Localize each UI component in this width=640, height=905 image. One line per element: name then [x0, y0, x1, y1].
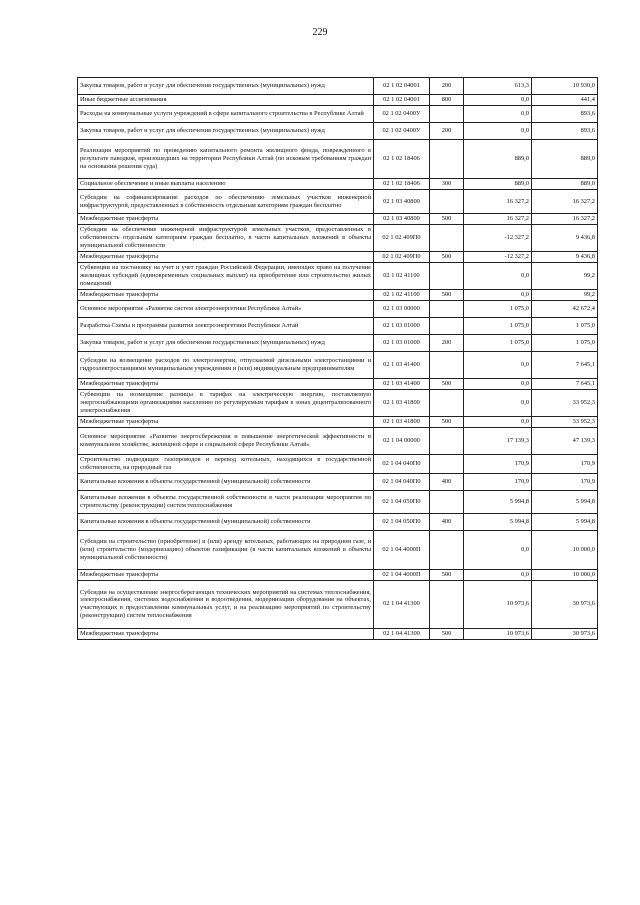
row-expense-type [430, 352, 464, 379]
table-row [78, 140, 598, 179]
row-expense-type [430, 580, 464, 628]
row-code: 02 1 03 40800 [374, 190, 430, 214]
table-row [78, 290, 598, 301]
row-expense-type [430, 263, 464, 290]
row-amount-total: 5 994,8 [532, 513, 598, 530]
row-expense-type: 500 [430, 252, 464, 263]
row-amount-total: 441,4 [532, 95, 598, 106]
row-expense-type [430, 190, 464, 214]
row-name: Субвенции на возмещение разницы в тарифах на электрическую энергию, поставляемую энергоснабжающими организациями населению по регулируемым тарифам в зонах децентрализованного электроснабжения [78, 390, 374, 417]
row-code: 02 1 02 18406 [374, 179, 430, 190]
row-amount-change: 0,0 [464, 390, 532, 417]
row-name: Расходы на коммунальные услуги учреждений в сфере капитального строительства в Республике Алтай [78, 106, 374, 123]
row-name: Закупка товаров, работ и услуг для обеспечения государственных (муниципальных) нужд [78, 335, 374, 352]
row-name: Субсидии на возмещение расходов по электроэнергии, отпускаемой дизельными электростанциями и гидроэлектростанциями муниципальным учреждениям и (или) индивидуальным предпринимателям [78, 352, 374, 379]
row-amount-total: 9 436,8 [532, 252, 598, 263]
row-amount-total: 10 930,0 [532, 78, 598, 95]
row-code: 02 1 02 04001 [374, 78, 430, 95]
row-amount-total: 47 139,3 [532, 428, 598, 455]
row-name: Капитальные вложения в объекты государственной собственности в части реализации мероприятия по строительству (реконструкции) систем теплоснабжения [78, 490, 374, 513]
row-amount-change: 889,0 [464, 179, 532, 190]
row-code: 02 1 04 4000П [374, 569, 430, 580]
row-amount-change: 0,0 [464, 106, 532, 123]
row-expense-type [430, 530, 464, 569]
row-amount-change: 16 327,2 [464, 214, 532, 225]
page-number: 229 [312, 27, 328, 38]
row-amount-change: 17 139,3 [464, 428, 532, 455]
row-amount-total: 170,9 [532, 473, 598, 490]
table-row [78, 417, 598, 428]
row-expense-type [430, 106, 464, 123]
row-amount-total: 99,2 [532, 290, 598, 301]
row-amount-change: -12 327,2 [464, 252, 532, 263]
row-amount-total: 33 952,3 [532, 417, 598, 428]
row-amount-total: 30 973,6 [532, 628, 598, 639]
table-row [78, 569, 598, 580]
table-row [78, 455, 598, 474]
row-name: Межбюджетные трансферты [78, 214, 374, 225]
row-expense-type [430, 490, 464, 513]
row-amount-change: 0,0 [464, 290, 532, 301]
row-code: 02 1 03 00000 [374, 301, 430, 318]
row-amount-change: 889,0 [464, 140, 532, 179]
row-code: 02 1 02 0400У [374, 123, 430, 140]
row-code: 02 1 02 41100 [374, 290, 430, 301]
row-expense-type: 200 [430, 78, 464, 95]
table-row [78, 214, 598, 225]
table-row [78, 252, 598, 263]
row-amount-change: 10 973,6 [464, 580, 532, 628]
table-row [78, 301, 598, 318]
row-name: Межбюджетные трансферты [78, 417, 374, 428]
row-code: 02 1 04 050П0 [374, 490, 430, 513]
row-amount-total: 1 075,0 [532, 318, 598, 335]
row-code: 02 1 03 41400 [374, 379, 430, 390]
row-amount-total: 16 327,2 [532, 214, 598, 225]
row-expense-type [430, 318, 464, 335]
row-code: 02 1 04 41300 [374, 628, 430, 639]
row-code: 02 1 03 41800 [374, 390, 430, 417]
row-name: Субсидии на обеспечение инженерной инфраструктурой земельных участков, предоставленных в собственность отдельным категориям граждан бесплатно, в части капитальных вложений в объекты муниципальной собственности [78, 225, 374, 252]
row-expense-type [430, 428, 464, 455]
row-amount-total: 893,6 [532, 123, 598, 140]
table-row [78, 428, 598, 455]
table-row [78, 179, 598, 190]
row-amount-total: 99,2 [532, 263, 598, 290]
row-code: 02 1 04 040П0 [374, 473, 430, 490]
row-expense-type: 500 [430, 379, 464, 390]
row-name: Межбюджетные трансферты [78, 379, 374, 390]
row-amount-change: 0,0 [464, 569, 532, 580]
row-amount-change: 1 075,0 [464, 335, 532, 352]
row-expense-type [430, 455, 464, 474]
row-amount-total: 9 436,8 [532, 225, 598, 252]
row-amount-total: 170,9 [532, 455, 598, 474]
row-amount-change: 1 075,0 [464, 318, 532, 335]
row-expense-type [430, 390, 464, 417]
table-row [78, 123, 598, 140]
row-amount-change: 0,0 [464, 123, 532, 140]
table-row [78, 78, 598, 95]
row-amount-change: 170,9 [464, 473, 532, 490]
row-code: 02 1 03 01000 [374, 335, 430, 352]
row-name: Капитальные вложения в объекты государственной (муниципальной) собственности [78, 513, 374, 530]
row-code: 02 1 02 0400У [374, 106, 430, 123]
table-row [78, 379, 598, 390]
table-row [78, 263, 598, 290]
row-expense-type [430, 225, 464, 252]
row-amount-total: 889,0 [532, 140, 598, 179]
row-amount-change: 0,0 [464, 95, 532, 106]
row-name: Строительство подводящих газопроводов и перевод котельных, находящихся в государственной собственности, на природный газ [78, 455, 374, 474]
table-row [78, 390, 598, 417]
row-code: 02 1 03 01000 [374, 318, 430, 335]
row-name: Реализация мероприятий по проведению капитального ремонта жилищного фонда, поврежденного в результате паводков, произошедших на территории Республики Алтай (по исковым требованиям граждан на основании решения суда) [78, 140, 374, 179]
row-name: Субсидии на строительство (приобретение) и (или) аренду котельных, работающих на природном газе, и (или) строительство (модернизацию) объектов газификации (в части капитальных вложений в объекты муниципальной собственности) [78, 530, 374, 569]
row-amount-total: 16 327,2 [532, 190, 598, 214]
row-amount-change: 170,9 [464, 455, 532, 474]
row-amount-total: 7 645,1 [532, 379, 598, 390]
row-name: Межбюджетные трансферты [78, 628, 374, 639]
row-amount-total: 5 994,8 [532, 490, 598, 513]
row-amount-total: 10 000,0 [532, 530, 598, 569]
row-expense-type: 300 [430, 179, 464, 190]
row-name: Социальное обеспечение и иные выплаты населению [78, 179, 374, 190]
table-row [78, 335, 598, 352]
row-expense-type: 200 [430, 123, 464, 140]
table-row [78, 628, 598, 639]
row-expense-type: 400 [430, 473, 464, 490]
table-row [78, 95, 598, 106]
row-code: 02 1 04 040П0 [374, 455, 430, 474]
row-amount-total: 30 973,6 [532, 580, 598, 628]
row-code: 02 1 03 41400 [374, 352, 430, 379]
row-amount-change: 0,0 [464, 379, 532, 390]
row-expense-type: 200 [430, 335, 464, 352]
row-amount-change: 5 994,8 [464, 513, 532, 530]
row-amount-total: 10 000,0 [532, 569, 598, 580]
row-amount-change: 1 075,0 [464, 301, 532, 318]
table-row [78, 106, 598, 123]
table-row [78, 190, 598, 214]
row-amount-change: 16 327,2 [464, 190, 532, 214]
row-name: Межбюджетные трансферты [78, 569, 374, 580]
row-amount-total: 7 645,1 [532, 352, 598, 379]
table-row [78, 225, 598, 252]
row-expense-type: 500 [430, 569, 464, 580]
row-expense-type [430, 140, 464, 179]
row-amount-total: 42 672,4 [532, 301, 598, 318]
table-row [78, 530, 598, 569]
row-name: Межбюджетные трансферты [78, 290, 374, 301]
budget-table [77, 77, 598, 640]
row-expense-type: 500 [430, 628, 464, 639]
table-row [78, 490, 598, 513]
row-name: Закупка товаров, работ и услуг для обеспечения государственных (муниципальных) нужд [78, 78, 374, 95]
table-row [78, 580, 598, 628]
row-code: 02 1 03 41800 [374, 417, 430, 428]
row-amount-change: 613,3 [464, 78, 532, 95]
row-name: Капитальные вложения в объекты государственной (муниципальной) собственности [78, 473, 374, 490]
budget-table-body [78, 78, 598, 640]
row-code: 02 1 04 050П0 [374, 513, 430, 530]
row-name: Закупка товаров, работ и услуг для обеспечения государственных (муниципальных) нужд [78, 123, 374, 140]
row-code: 02 1 04 4000П [374, 530, 430, 569]
row-expense-type: 500 [430, 417, 464, 428]
row-amount-change: 10 973,6 [464, 628, 532, 639]
row-code: 02 1 02 04001 [374, 95, 430, 106]
row-name: Субсидии на осуществление энергосберегающих технических мероприятий на системах теплоснабжения, электроснабжения, системах водоснабжения и водоотведения, модернизации оборудования на объектах, участвующих в предоставлении коммунальных услуг, и на реализацию мероприятий по строительству (реконструкции) систем теплоснабжения [78, 580, 374, 628]
row-code: 02 1 04 41300 [374, 580, 430, 628]
row-amount-total: 889,0 [532, 179, 598, 190]
row-name: Основное мероприятие «Развитие энергосбережения и повышение энергетической эффективности в коммунальном хозяйстве, жилищной сфере и социальной сфере Республики Алтай» [78, 428, 374, 455]
row-expense-type [430, 301, 464, 318]
row-expense-type: 500 [430, 290, 464, 301]
row-amount-change: 0,0 [464, 530, 532, 569]
row-name: Субсидии на софинансирование расходов по обеспечению земельных участков инженерной инфраструктурой, предоставленных в собственность отдельным категориям граждан бесплатно [78, 190, 374, 214]
row-amount-change: 0,0 [464, 352, 532, 379]
table-row [78, 473, 598, 490]
table-row [78, 513, 598, 530]
row-name: Субвенции на постановку на учет и учет граждан Российской Федерации, имеющих право на получение жилищных субсидий (единовременных социальных выплат) на приобретение или строительство жилых помещений [78, 263, 374, 290]
row-name: Межбюджетные трансферты [78, 252, 374, 263]
row-code: 02 1 03 40800 [374, 214, 430, 225]
row-expense-type: 800 [430, 95, 464, 106]
table-row [78, 318, 598, 335]
row-code: 02 1 02 18406 [374, 140, 430, 179]
row-amount-total: 33 952,3 [532, 390, 598, 417]
row-amount-total: 893,6 [532, 106, 598, 123]
row-code: 02 1 02 409П0 [374, 252, 430, 263]
row-amount-change: 0,0 [464, 263, 532, 290]
row-code: 02 1 02 41100 [374, 263, 430, 290]
row-name: Иные бюджетные ассигнования [78, 95, 374, 106]
row-amount-change: 5 994,8 [464, 490, 532, 513]
row-code: 02 1 02 409П0 [374, 225, 430, 252]
row-name: Основное мероприятие «Развитие систем электроэнергетики Республики Алтай» [78, 301, 374, 318]
row-name: Разработка Схемы и программы развития электроэнергетики Республики Алтай [78, 318, 374, 335]
row-amount-change: 0,0 [464, 417, 532, 428]
row-amount-total: 1 075,0 [532, 335, 598, 352]
row-expense-type: 400 [430, 513, 464, 530]
row-expense-type: 500 [430, 214, 464, 225]
row-code: 02 1 04 00000 [374, 428, 430, 455]
table-row [78, 352, 598, 379]
row-amount-change: -12 327,2 [464, 225, 532, 252]
